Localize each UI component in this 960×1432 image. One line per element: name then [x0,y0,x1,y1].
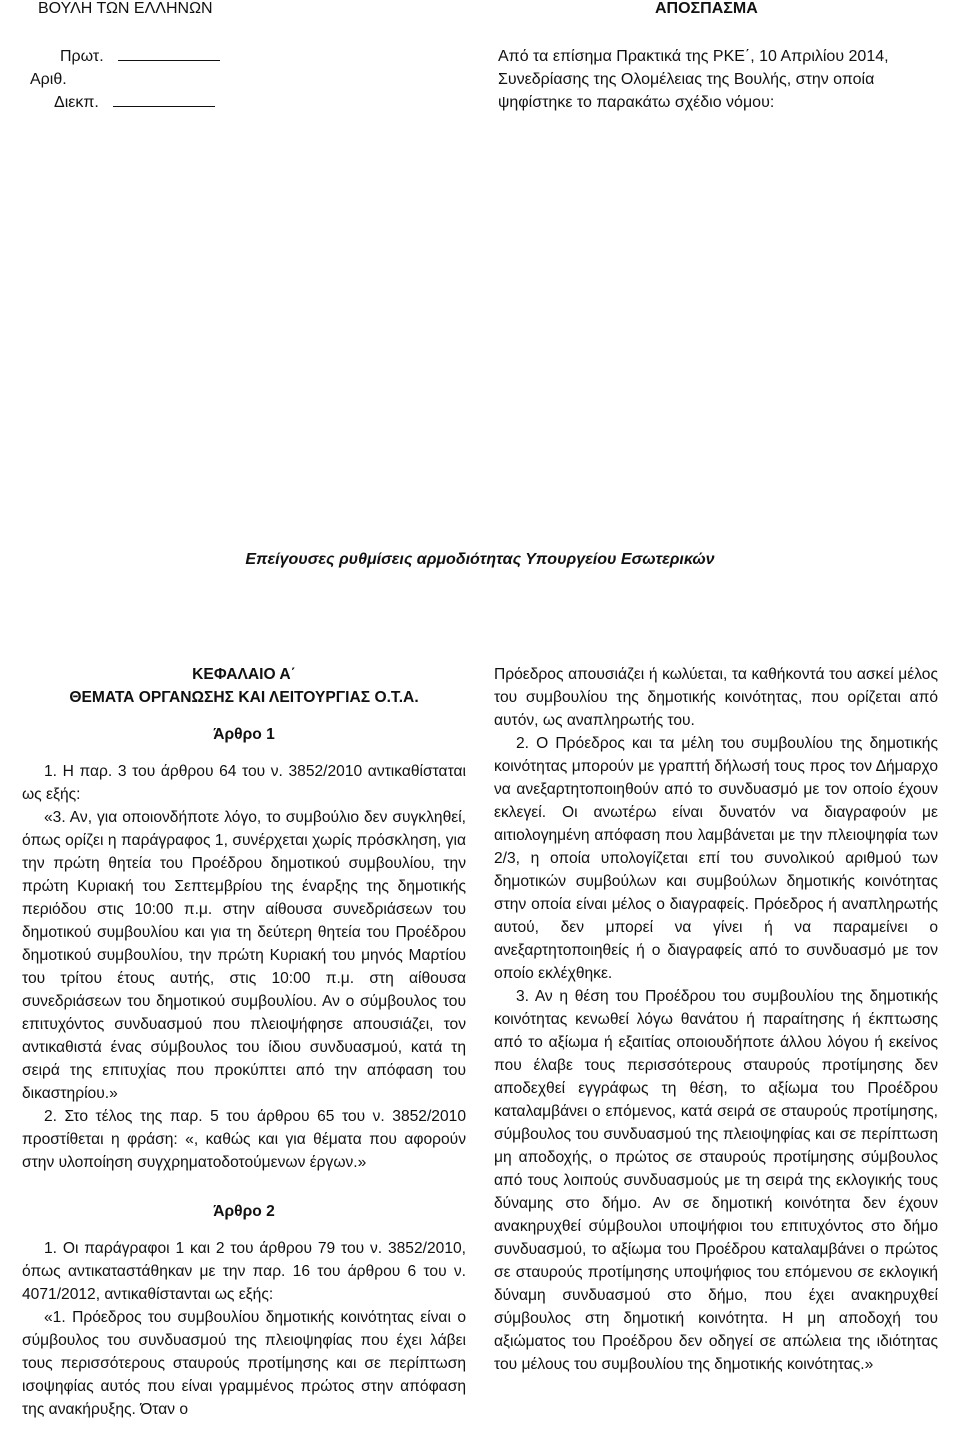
diekp-row [54,91,215,114]
article-1-paragraph-1: 1. Η παρ. 3 του άρθρου 64 του ν. 3852/2010 αντικαθίσταται ως εξής: [22,763,466,803]
diekp-blank-line [113,92,215,107]
right-column [494,663,938,1376]
article-2-title: Άρθρο 2 [213,1203,275,1220]
article-2-paragraph-1: 1. Οι παράγραφοι 1 και 2 του άρθρου 79 του ν. 3852/2010, όπως αντικαταστάθηκαν με την παρ. 16 του άρθρου 6 του ν. 4071/2012, αντικαθίστανται ως εξής: [22,1240,466,1303]
article-1-paragraph-3: 2. Στο τέλος της παρ. 5 του άρθρου 65 του ν. 3852/2010 προστίθεται η φράση: «, καθώς και για θέματα που αφορούν στην υλοποίηση συγχρηματοδοτούμενων έργων.» [22,1108,466,1171]
arith-label: Αριθ. [30,71,67,88]
subject-title: Επείγουσες ρυθμίσεις αρμοδιότητας Υπουργείου Εσωτερικών [245,551,715,568]
protocol-block [30,45,270,125]
article-2-paragraph-2-continued: Πρόεδρος απουσιάζει ή κωλύεται, τα καθήκοντά του ασκεί μέλος του συμβουλίου της δημοτικής κοινότητας, που ορίζεται από αυτόν, ως αναπληρωτής του. [494,666,938,729]
chapter-subtitle: ΘΕΜΑΤΑ ΟΡΓΑΝΩΣΗΣ ΚΑΙ ΛΕΙΤΟΥΡΓΙΑΣ Ο.Τ.Α. [69,689,419,706]
left-column [22,663,466,1421]
chapter-title: ΚΕΦΑΛΑΙΟ Α΄ [192,666,296,683]
diekp-label: Διεκπ. [54,94,99,111]
prot-row [60,45,220,68]
institution-name: ΒΟΥΛΗ ΤΩΝ ΕΛΛΗΝΩΝ [38,0,213,17]
document-type: ΑΠΟΣΠΑΣΜΑ [655,0,758,17]
article-2-paragraph-3: 2. Ο Πρόεδρος και τα μέλη του συμβουλίου της δημοτικής κοινότητας μπορούν με γραπτή δήλωσή τους προς τον Δήμαρχο να ανεξαρτητοποιηθούν από το συνδυασμό με τον οποίο έχουν εκλεγεί. Οι ανωτέρω είναι δυνατόν να διαγραφούν με αιτιολογημένη απόφαση που λαμβάνεται με την πλειοψηφία των 2/3, η οποία υπολογίζεται επί του συνολικού αριθμού των δημοτικών συμβούλων και συμβούλων δημοτικής κοινότητας στην οποία είναι μέλος ο διαγραφείς. Πρόεδρος ή αναπληρωτής αυτού, δεν μπορεί να γίνει ή να παραμείνει ο ανεξαρτητοποιηθείς ή ο διαγραφείς από το συνδυασμό με τον οποίο εκλέχθηκε. [494,735,938,982]
article-1-paragraph-2: «3. Αν, για οποιονδήποτε λόγο, το συμβούλιο δεν συγκληθεί, όπως ορίζει η παράγραφος 1, συνέρχεται χωρίς πρόσκληση, για την πρώτη θητεία του Προέδρου δημοτικού συμβουλίου, την πρώτη Κυριακή του Σεπτεμβρίου της έναρξης της δημοτικής περιόδου στις 10:00 π.μ. στην αίθουσα συνεδριάσεων του δημοτικού συμβουλίου και για τη δεύτερη θητεία του Προέδρου δημοτικού συμβουλίου, την πρώτη Κυριακή του μηνός Μαρτίου του τρίτου έτους αυτής, στις 10:00 π.μ. στη αίθουσα συνεδριάσεων του δημοτικού συμβουλίου. Αν ο σύμβουλος του επιτυχόντος συνδυασμού που πλειοψήφησε απουσιάζει, τον αντικαθιστά ένας σύμβουλος του ίδιου συνδυασμού, κατά τη σειρά της επιτυχίας που προκύπτει από την απόφαση του δικαστηρίου.» [22,809,466,1102]
prot-blank-line [118,46,220,61]
prot-label: Πρωτ. [60,48,104,65]
extract-intro: Από τα επίσημα Πρακτικά της ΡΚΕ΄, 10 Απριλίου 2014, Συνεδρίασης της Ολομέλειας της Βουλής, στην οποία ψηφίστηκε το παρακάτω σχέδιο νόμου: [498,48,889,111]
article-1-title: Άρθρο 1 [213,726,275,743]
article-2-paragraph-2: «1. Πρόεδρος του συμβουλίου δημοτικής κοινότητας είναι ο σύμβουλος του συνδυασμού της πλειοψηφίας που έχει λάβει τους περισσότερους σταυρούς προτίμησης και σε περίπτωση ισοψηφίας αυτός που είναι γραμμένος πρώτος στην απόφαση της ανακήρυξης. Όταν ο [22,1309,466,1418]
article-2-paragraph-4: 3. Αν η θέση του Προέδρου του συμβουλίου της δημοτικής κοινότητας κενωθεί λόγω θανάτου ή παραίτησης ή έκπτωσης από το αξίωμα ή εξαιτίας οποιουδήποτε άλλου λόγου ή εκείνος που έλαβε τους περισσότερους σταυρούς προτίμησης δεν αποδεχθεί εγγράφως τη θέση, το αξίωμα του Προέδρου καταλαμβάνει ο επόμενος, κατά σειρά σε σταυρούς προτίμησης, σύμβουλος του συνδυασμού της πλειοψηφίας και σε περίπτωση μη αποδοχής, ο πρώτος σε σταυρούς προτίμησης σύμβουλος από τους λοιπούς συνδυασμούς με τη σειρά της εκλογικής τους δύναμης στο δήμο. Αν σε δημοτική κοινότητα δεν έχουν ανακηρυχθεί σύμβουλοι υποψήφιοι του επιτυχόντος στο δήμο συνδυασμού, το αξίωμα του Προέδρου καταλαμβάνει ο πρώτος σε σταυρούς προτίμησης υποψήφιος του επόμενου σε εκλογική δύναμη συνδυασμού στο δήμο, που έχει ανακηρυχθεί σύμβουλος στη δημοτική κοινότητα. Η μη αποδοχή του αξιώματος του Προέδρου δεν οδηγεί σε απώλεια της ιδιότητας του μέλους του συμβουλίου της δημοτικής κοινότητας.» [494,988,938,1373]
